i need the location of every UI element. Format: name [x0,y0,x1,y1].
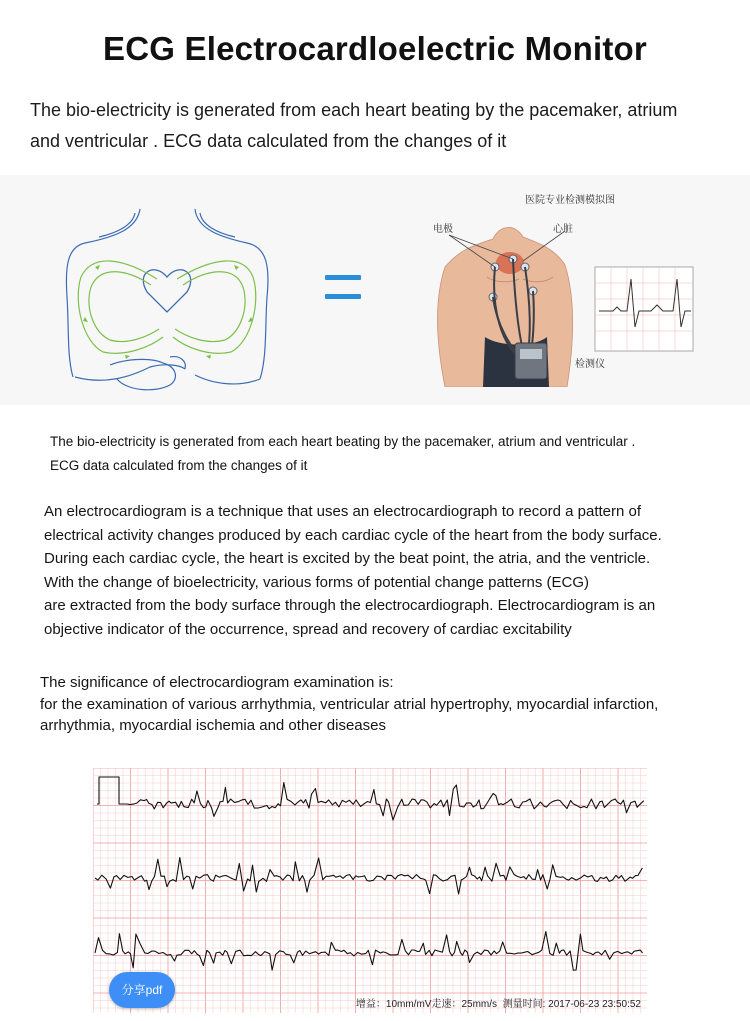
significance-line: The significance of electrocardiogram examination is: [40,674,394,691]
significance-text [40,672,730,737]
ecg-measure-time: 测量时间: 2017-06-23 23:50:52 [502,999,641,1010]
ecg-gain: 增益：10mm/mV [355,999,432,1010]
intro-line: and ventricular . ECG data calculated from the changes of it [30,131,507,151]
intro-text [30,95,730,157]
body-current-sketch [55,207,280,402]
paragraph-line: With the change of bioelectricity, various forms of potential change patterns (ECG) [44,573,589,591]
page-title: ECG Electrocardloelectric Monitor [103,30,647,67]
patient-electrode-illustration [415,187,705,387]
illustration-caption: 医院专业检测模拟图 [525,195,615,206]
ecg-trace-lead-2 [95,858,642,894]
equals-sign [325,275,361,313]
significance-line: arrhythmia, myocardial ischemia and other diseases [40,717,386,734]
caption-line: ECG data calculated from the changes of it [50,458,308,473]
paragraph-line: electrical activity changes produced by each cardiac cycle of the heart from the body surface. [44,526,662,544]
figure-caption [50,430,720,478]
caption-line: The bio-electricity is generated from each heart beating by the pacemaker, atrium and ventricular . [50,434,636,449]
significance-line: for the examination of various arrhythmia, ventricular atrial hypertrophy, myocardial infarction, [40,695,659,713]
heart-label: 心脏 [553,224,573,235]
paragraph-line: objective indicator of the occurrence, spread and recovery of cardiac excitability [44,620,572,638]
ecg-strip [93,768,647,1013]
share-pdf-button[interactable]: 分享pdf [109,972,175,1008]
ecg-measurement-info [356,995,641,1010]
illustration-panel [0,175,750,405]
ecg-grid [93,768,647,1013]
paragraph-line: An electrocardiogram is a technique that uses an electrocardiograph to record a pattern of [44,503,642,520]
description-paragraph [44,500,724,641]
paragraph-line: are extracted from the body surface through the electrocardiograph. Electrocardiogram is an [44,597,656,614]
paragraph-line: During each cardiac cycle, the heart is excited by the beat point, the atria, and the ventricle. [44,550,651,567]
monitor-label: 检测仪 [575,359,605,370]
electrode-label: 电极 [433,224,453,235]
ecg-speed: 走速：25mm/s [431,999,498,1010]
intro-line: The bio-electricity is generated from each heart beating by the pacemaker, atrium [30,100,678,120]
ecg-trace-lead-3 [95,932,643,971]
